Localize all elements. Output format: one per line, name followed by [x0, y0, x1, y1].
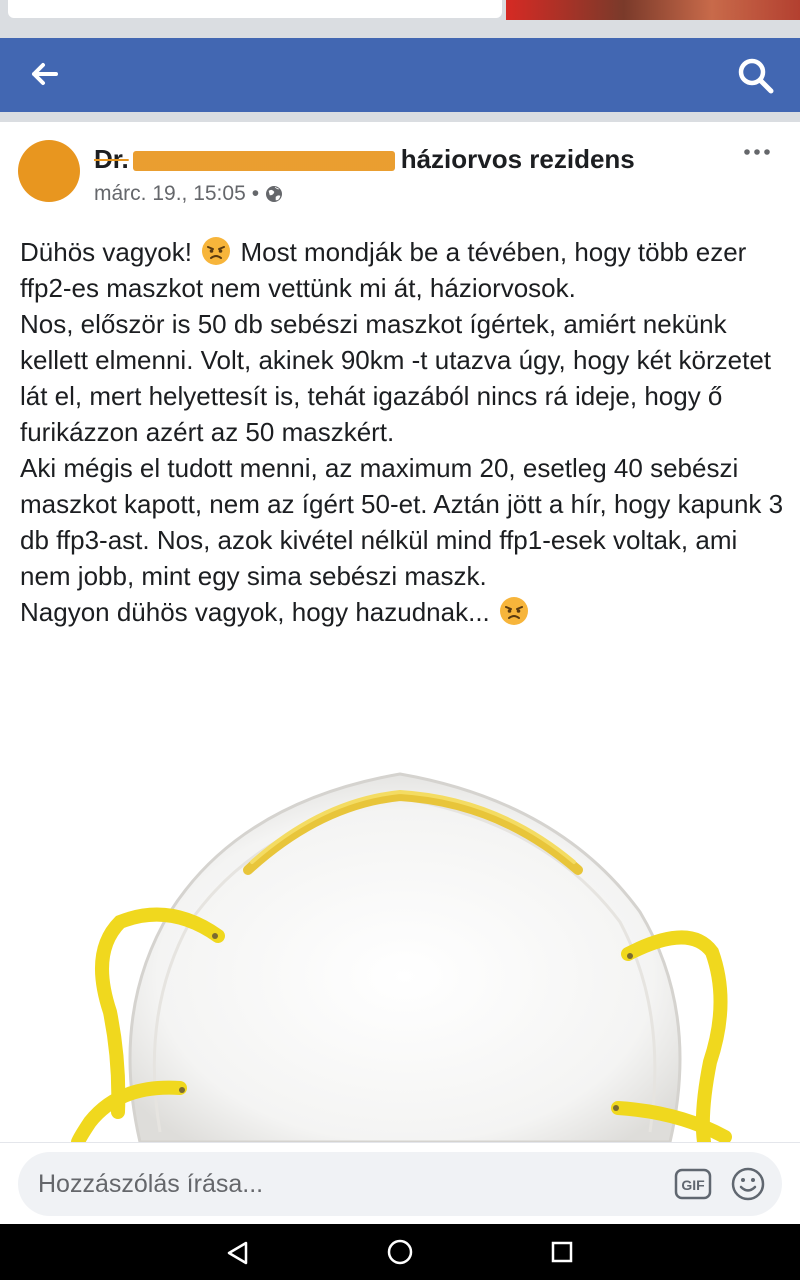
- previous-thumbnail: [506, 0, 800, 20]
- angry-face-icon: [499, 596, 529, 626]
- author-prefix: Dr.: [94, 144, 129, 174]
- more-horizontal-icon[interactable]: [742, 142, 772, 162]
- gif-label: GIF: [681, 1177, 705, 1193]
- meta-separator: •: [251, 182, 260, 205]
- nav-recent-icon[interactable]: [550, 1240, 574, 1264]
- author-name[interactable]: [94, 144, 635, 175]
- redaction-mark: [133, 151, 395, 171]
- post-paragraph: [20, 234, 790, 306]
- globe-icon: [265, 185, 283, 203]
- previous-post-strip: [0, 0, 800, 38]
- system-nav-bar: [0, 1224, 800, 1280]
- comment-placeholder: Hozzászólás írása...: [38, 1170, 264, 1198]
- nav-home-icon[interactable]: [386, 1238, 414, 1266]
- gif-icon[interactable]: [674, 1168, 712, 1200]
- text-span: Nagyon dühös vagyok, hogy hazudnak...: [20, 597, 490, 627]
- comment-input[interactable]: [18, 1152, 782, 1216]
- angry-face-icon: [201, 236, 231, 266]
- post-paragraph: Nos, először is 50 db sebészi maszkot ígértek, amiért nekünk kellett elmenni. Volt, akinek 90km -t utazva úgy, hogy két körzetet lát el, mert helyettesít is, tehát igazából nincs rá ideje, hogy ő furikázzon azért az 50 maszkért.: [20, 309, 772, 447]
- comment-bar: [0, 1142, 800, 1224]
- smiley-icon[interactable]: [730, 1166, 766, 1202]
- app-header: [0, 38, 800, 112]
- post-timestamp[interactable]: márc. 19., 15:05: [94, 182, 246, 205]
- previous-card: [8, 0, 502, 18]
- search-icon[interactable]: [736, 56, 776, 96]
- text-span: Most mondják be a tévében, hogy több ezer ffp2-es maszkot nem vettünk mi át, háziorvosok.: [20, 237, 747, 303]
- post-paragraph: [20, 594, 790, 630]
- arrow-left-icon[interactable]: [26, 56, 62, 92]
- post-text: [20, 234, 790, 630]
- post-paragraph: Aki mégis el tudott menni, az maximum 20, esetleg 40 sebészi maszkot kapott, nem az ígért 50-et. Aztán jött a hír, hogy kapunk 3 db ffp3-ast. Nos, azok kivétel nélkül mind ffp1-esek voltak, ami nem jobb, mint egy sima sebészi maszk.: [20, 453, 784, 591]
- post-photo-mask[interactable]: [0, 712, 800, 1142]
- divider: [0, 112, 800, 122]
- avatar[interactable]: [18, 140, 80, 202]
- author-title: háziorvos rezidens: [400, 144, 635, 174]
- nav-back-icon[interactable]: [224, 1240, 252, 1266]
- post-meta: [94, 182, 283, 206]
- text-span: Dühös vagyok!: [20, 237, 192, 267]
- post-card: [0, 122, 800, 1142]
